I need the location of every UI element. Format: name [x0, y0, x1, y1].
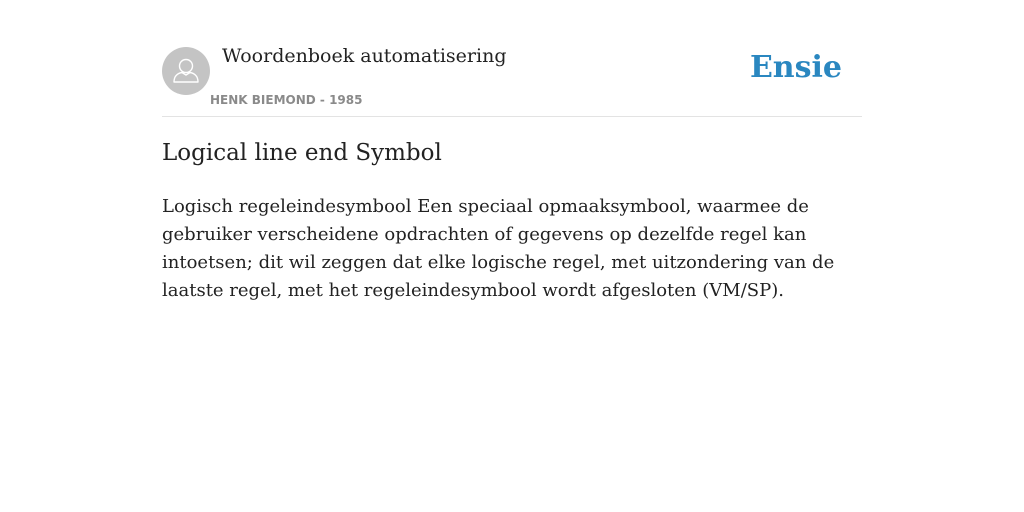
- entry-card: [162, 0, 862, 512]
- ensie-logo[interactable]: Ensie: [749, 50, 842, 85]
- entry-body: Logisch regeleindesymbool Een speciaal opmaaksymbool, waarmee de gebruiker verscheidene opdrachten of gegevens op dezelfde regel kan intoetsen; dit wil zeggen dat elke logische regel, met uitzondering van de laatste regel, met het regeleindesymbool wordt afgesloten (VM/SP).: [162, 196, 835, 301]
- byline: [210, 93, 362, 107]
- entry-title: Logical line end Symbol: [162, 140, 442, 166]
- publication-year: 1985: [329, 93, 363, 107]
- page-header: [162, 0, 862, 117]
- book-title[interactable]: Woordenboek automatisering: [222, 45, 507, 67]
- author-name[interactable]: HENK BIEMOND: [210, 93, 316, 107]
- byline-separator: -: [315, 93, 330, 107]
- user-silhouette-icon: [162, 47, 210, 95]
- avatar: [162, 47, 210, 95]
